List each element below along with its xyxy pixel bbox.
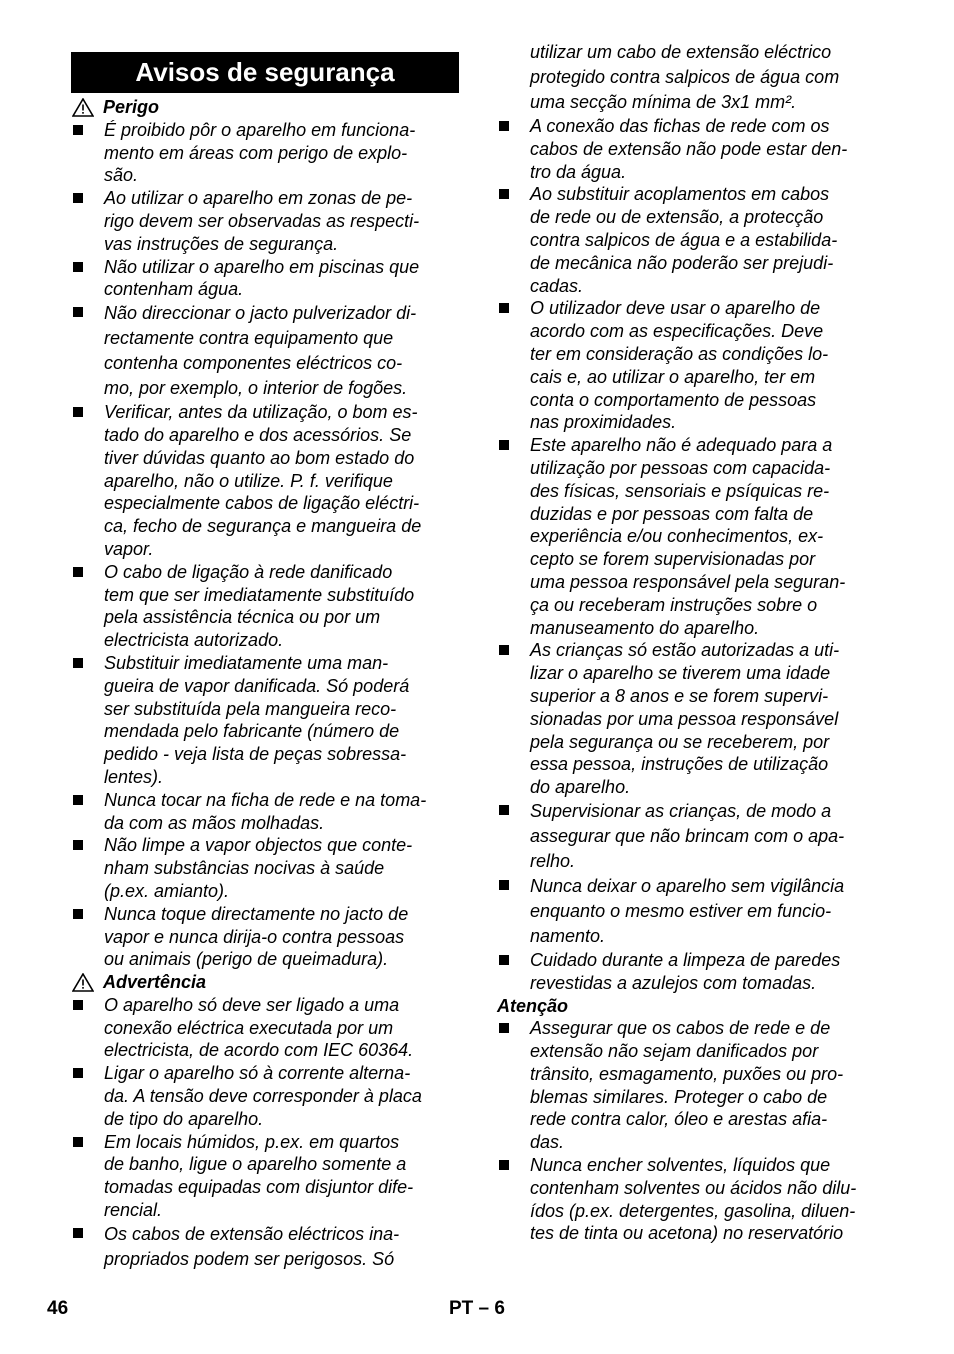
list-item: Não limpe a vapor objectos que conte- nham substâncias nocivas à saúde (p.ex. amianto). <box>71 834 459 902</box>
right-column <box>497 44 889 1245</box>
bullet <box>499 955 509 965</box>
bullet <box>73 840 83 850</box>
bullet <box>73 1228 83 1238</box>
bullet <box>499 880 509 890</box>
list-item: Ao substituir acoplamentos em cabos de rede ou de extensão, a protecção contra salpicos de água e a estabilida- de mecânica não poderão ser prejudi- cadas. <box>497 183 889 297</box>
list-item: Verificar, antes da utilização, o bom es- tado do aparelho e dos acessórios. Se tiver dúvidas quanto ao bom estado do aparelho, não o utilize. P. f. verifique especialmente cabos de ligação eléctri- ca, fecho de segurança e mangueira de vapor. <box>71 401 459 561</box>
danger-heading-text: Perigo <box>103 97 160 117</box>
list-item: Supervisionar as crianças, de modo a assegurar que não brincam com o apa- relho. <box>497 799 889 874</box>
bullet <box>73 262 83 272</box>
attention-list <box>497 1017 889 1245</box>
list-item: As crianças só estão autorizadas a uti- lizar o aparelho se tiverem uma idade superior a 8 anos e se forem supervi- sionadas por uma pessoa responsável pela segurança ou se receberem, por essa pessoa, instruções de utilização do aparelho. <box>497 639 889 799</box>
bullet <box>73 125 83 135</box>
bullet <box>499 805 509 815</box>
list-item: Nunca tocar na ficha de rede e na toma- da com as mãos molhadas. <box>71 789 459 835</box>
bullet <box>499 303 509 313</box>
list-item: Nunca toque directamente no jacto de vapor e nunca dirija-o contra pessoas ou animais (perigo de queimadura). <box>71 903 459 971</box>
warning-triangle-icon <box>72 98 94 117</box>
bullet <box>499 440 509 450</box>
danger-list <box>71 119 459 971</box>
bullet <box>499 645 509 655</box>
list-item: Ligar o aparelho só à corrente alterna- da. A tensão deve corresponder à placa de tipo do aparelho. <box>71 1062 459 1130</box>
warning-list-continued <box>497 115 889 995</box>
list-item: A conexão das fichas de rede com os cabos de extensão não pode estar den- tro da água. <box>497 115 889 183</box>
list-item: Não direccionar o jacto pulverizador di- rectamente contra equipamento que contenha componentes eléctricos co- mo, por exemplo, o interior de fogões. <box>71 301 459 401</box>
attention-heading: Atenção <box>497 995 569 1016</box>
bullet <box>73 407 83 417</box>
list-item: É proibido pôr o aparelho em funciona- mento em áreas com perigo de explo- são. <box>71 119 459 187</box>
bullet <box>73 193 83 203</box>
list-item: O utilizador deve usar o aparelho de acordo com as especificações. Deve ter em consideração as condições lo- cais e, ao utilizar o aparelho, ter em conta o comportamento de pessoas nas proximidades. <box>497 297 889 434</box>
bullet <box>73 658 83 668</box>
continued-text: utilizar um cabo de extensão eléctrico protegido contra salpicos de água com uma secção mínima de 3x1 mm². <box>530 42 840 112</box>
list-item: Nunca encher solventes, líquidos que contenham solventes ou ácidos não dilu- ídos (p.ex. detergentes, gasolina, diluen- tes de tinta ou acetona) no reservatório <box>497 1154 889 1245</box>
warning-heading <box>71 971 459 994</box>
list-item: Cuidado durante a limpeza de paredes revestidas a azulejos com tomadas. <box>497 949 889 995</box>
danger-heading <box>71 96 459 119</box>
bullet <box>73 567 83 577</box>
list-item: Os cabos de extensão eléctricos ina- propriados podem ser perigosos. Só <box>71 1222 459 1272</box>
list-item: Assegurar que os cabos de rede e de extensão não sejam danificados por trânsito, esmagamento, puxões ou pro- blemas similares. Proteger o cabo de rede contra calor, óleo e arestas afia- das. <box>497 1017 889 1154</box>
list-item: O aparelho só deve ser ligado a uma conexão eléctrica executada por um electricista, de acordo com IEC 60364. <box>71 994 459 1062</box>
bullet <box>73 1137 83 1147</box>
list-item: Este aparelho não é adequado para a utilização por pessoas com capacida- des físicas, sensoriais e psíquicas re- duzidas e por pessoas com falta de experiência e/ou conhecimentos, ex- cepto se forem supervisionadas por uma pessoa responsável pela seguran- ça ou receberam instruções sobre o manuseamento do aparelho. <box>497 434 889 639</box>
warning-list <box>71 994 459 1272</box>
section-code: PT – 6 <box>449 1298 505 1319</box>
bullet <box>499 1023 509 1033</box>
list-item: O cabo de ligação à rede danificado tem que ser imediatamente substituído pela assistência técnica ou por um electricista autorizado. <box>71 561 459 652</box>
bullet <box>499 1160 509 1170</box>
list-item: Em locais húmidos, p.ex. em quartos de banho, ligue o aparelho somente a tomadas equipadas com disjuntor dife- rencial. <box>71 1131 459 1222</box>
left-column <box>71 44 459 1272</box>
page-number: 46 <box>47 1298 69 1319</box>
list-item: Não utilizar o aparelho em piscinas que contenham água. <box>71 256 459 302</box>
list-item: Substituir imediatamente uma man- gueira de vapor danificada. Só poderá ser substituída pela mangueira reco- mendada pelo fabricante (número de pedido - veja lista de peças sobressa- lentes). <box>71 652 459 789</box>
warning-heading-text: Advertência <box>103 972 207 993</box>
warning-triangle-icon <box>72 973 94 992</box>
bullet <box>499 189 509 199</box>
bullet <box>73 307 83 317</box>
bullet <box>73 1000 83 1010</box>
list-item: Ao utilizar o aparelho em zonas de pe- rigo devem ser observadas as respecti- vas instruções de segurança. <box>71 187 459 255</box>
bullet <box>73 1068 83 1078</box>
list-item: Nunca deixar o aparelho sem vigilância enquanto o mesmo estiver em funcio- namento. <box>497 874 889 949</box>
bullet <box>73 909 83 919</box>
section-title: Avisos de segurança <box>71 52 459 93</box>
bullet <box>499 121 509 131</box>
bullet <box>73 795 83 805</box>
